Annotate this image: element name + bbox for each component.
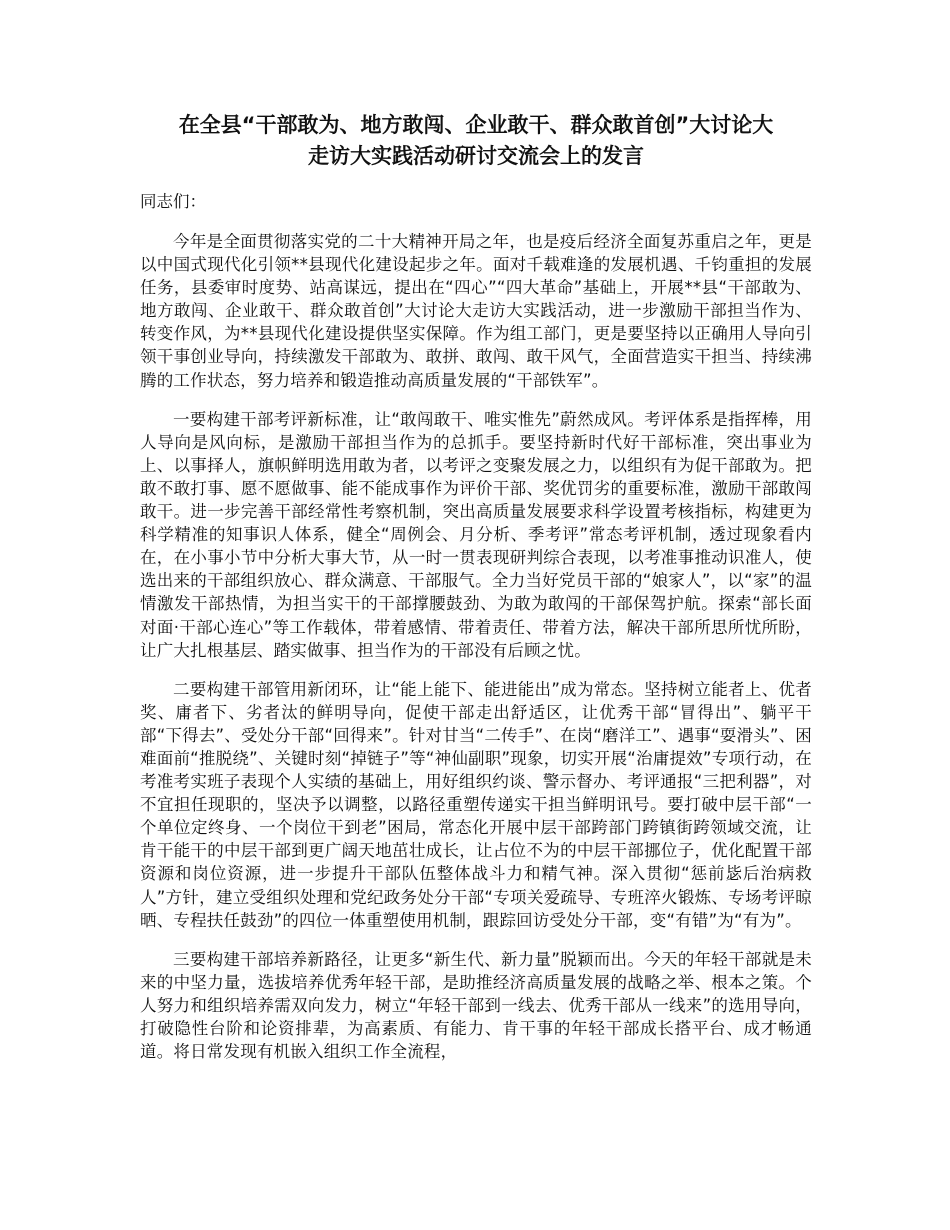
document-title [140,110,812,172]
greeting: 同志们： [140,192,206,211]
paragraph-body: 考评体系是指挥棒，用人导向是风向标，是激励干部担当作为的总抓手。要坚持新时代好干部标准，突出事业为上、以事择人，旗帜鲜明选用敢为者，以考评之变聚发展之力，以组织有为促干部敢为。把敢不敢打事、愿不愿做事、能不能成事作为评价干部、奖优罚劣的重要标准，激励干部敢闯敢干。进一步完善干部经常性考察机制，突出高质量发展要求科学设置考核指标，构建更为科学精准的知事识人体系，健全“周例会、月分析、季考评”常态考评机制，透过现象看内在，在小事小节中分析大事大节，从一时一贯表现研判综合表现，以考准事推动识准人，使选出来的干部组织放心、群众满意、干部服气。全力当好党员干部的“娘家人”，以“家”的温情激发干部热情，为担当实干的干部撑腰鼓劲、为敢为敢闯的干部保驾护航。探索“部长面对面·干部心连心”等工作载体，带着感情、带着责任、带着方法，解决干部所思所忧所盼，让广大扎根基层、踏实做事、担当作为的干部没有后顾之忧。 [140,409,812,660]
paragraph-body: 今天的年轻干部就是未来的中坚力量，选拔培养优秀年轻干部，是助推经济高质量发展的战略之举、根本之策。个人努力和组织培养需双向发力，树立“年轻干部到一线去、优秀干部从一线来”的选用导向，打破隐性台阶和论资排辈，为高素质、有能力、肯干事的年轻干部成长搭平台、成才畅通道。将日常发现有机嵌入组织工作全流程， [140,949,812,1062]
paragraph-point-1 [140,408,812,662]
paragraph-point-3 [140,948,812,1063]
paragraph-body: 坚持树立能者上、优者奖、庸者下、劣者汰的鲜明导向，促使干部走出舒适区，让优秀干部“冒得出”、躺平干部“下得去”、受处分干部“回得来”。针对甘当“二传手”、在岗“磨洋工”、遇事“耍滑头”、困难面前“推脱绕”、关键时刻“掉链子”等“神仙副职”现象，切实开展“治庸提效”专项行动，在考准考实班子表现个人实绩的基础上，用好组织约谈、警示督办、考评通报“三把利器”，对不宜担任现职的，坚决予以调整，以路径重塑传递实干担当鲜明讯号。要打破中层干部“一个单位定终身、一个岗位干到老”困局，常态化开展中层干部跨部门跨镇街跨领域交流，让肯干能干的中层干部到更广阔天地茁壮成长，让占位不为的中层干部挪位子，优化配置干部资源和岗位资源，进一步提升干部队伍整体战斗力和精气神。深入贯彻“惩前毖后治病救人”方针，建立受组织处理和党纪政务处分干部“专项关爱疏导、专班淬火锻炼、专场考评晾晒、专程扶任鼓劲”的四位一体重塑使用机制，跟踪回访受处分干部，变“有错”为“有为”。 [140,679,812,930]
paragraph-point-2 [140,678,812,932]
paragraph-lead: 三要构建干部培养新路径，让更多“新生代、新力量”脱颖而出。 [173,949,645,969]
title-line-1: 在全县“干部敢为、地方敢闯、企业敢干、群众敢首创”大讨论大 [178,113,774,137]
paragraph-lead: 一要构建干部考评新标准，让“敢闯敢干、唯实惟先”蔚然成风。 [173,409,645,429]
paragraph-intro [140,230,812,392]
paragraph-lead: 二要构建干部管用新闭环，让“能上能下、能进能出”成为常态。 [173,679,645,699]
paragraph-body: 今年是全面贯彻落实党的二十大精神开局之年，也是疫后经济全面复苏重启之年，更是以中国式现代化引领**县现代化建设起步之年。面对千载难逢的发展机遇、千钧重担的发展任务，县委审时度势、站高谋远，提出在“四心”“四大革命”基础上，开展**县“干部敢为、地方敢闯、企业敢干、群众敢首创”大讨论大走访大实践活动，进一步激励干部担当作为、转变作风，为**县现代化建设提供坚实保障。作为组工部门，更是要坚持以正确用人导向引领干事创业导向，持续激发干部敢为、敢拼、敢闯、敢干风气，全面营造实干担当、持续沸腾的工作状态，努力培养和锻造推动高质量发展的“干部铁军”。 [140,232,812,390]
title-line-2: 走访大实践活动研讨交流会上的发言 [308,144,644,168]
document-page [140,110,812,1079]
